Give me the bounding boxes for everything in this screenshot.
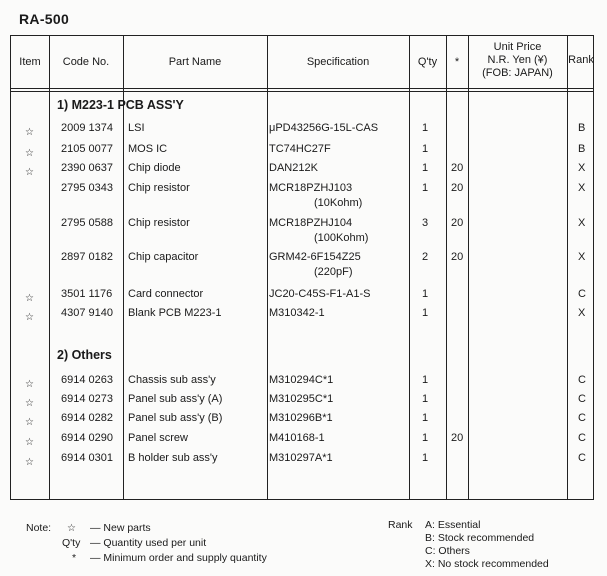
spec-cell: M310295C*1 — [269, 393, 334, 405]
code-cell: 6914 0290 — [61, 432, 113, 444]
code-cell: 3501 1176 — [61, 288, 113, 300]
name-cell: Chassis sub ass'y — [128, 374, 216, 386]
header-part-name: Part Name — [168, 56, 222, 68]
rank-cell: C — [578, 374, 586, 386]
header-rule-2 — [11, 91, 593, 92]
name-cell: Chip resistor — [128, 217, 190, 229]
rank-cell: X — [578, 307, 586, 319]
spec-cell: μPD43256G-15L-CAS — [269, 122, 379, 134]
col-rule-moq — [468, 36, 469, 499]
moq-cell: 20 — [451, 162, 464, 174]
moq-cell: 20 — [451, 182, 464, 194]
new-part-star-icon: ☆ — [25, 417, 34, 428]
qty-cell: 1 — [422, 412, 429, 424]
col-rule-qty — [446, 36, 447, 499]
rank-legend-label: Rank — [388, 519, 413, 531]
spec-cell: M410168-1 — [269, 432, 325, 444]
name-cell: MOS IC — [128, 143, 168, 155]
moq-cell: 20 — [451, 217, 464, 229]
name-cell: B holder sub ass'y — [128, 452, 218, 464]
note-moq-symbol: * — [72, 552, 77, 564]
header-code: Code No. — [62, 56, 110, 68]
section-title: 2) Others — [57, 348, 112, 362]
document-title: RA-500 — [19, 11, 70, 27]
moq-cell: 20 — [451, 251, 464, 263]
code-cell: 4307 9140 — [61, 307, 113, 319]
header-qty: Q'ty — [417, 56, 438, 68]
rank-cell: X — [578, 162, 586, 174]
spec-cell: GRM42-6F154Z25 — [269, 251, 361, 263]
spec-cell: M310294C*1 — [269, 374, 334, 386]
code-cell: 2105 0077 — [61, 143, 113, 155]
header-price-line1: Unit Price — [493, 41, 542, 53]
qty-cell: 1 — [422, 452, 429, 464]
code-cell: 6914 0282 — [61, 412, 113, 424]
spec-cell: DAN212K — [269, 162, 318, 174]
code-cell: 6914 0273 — [61, 393, 113, 405]
name-cell: Panel screw — [128, 432, 188, 444]
note-qty: — Quantity used per unit — [90, 537, 207, 549]
parts-table — [10, 35, 594, 500]
new-part-star-icon: ☆ — [25, 167, 34, 178]
rank-cell: B — [578, 122, 586, 134]
header-item: Item — [19, 56, 41, 68]
spec-value-note: (100Kohm) — [314, 232, 369, 244]
header-price-line2: N.R. Yen (¥) — [487, 54, 548, 66]
spec-cell: MCR18PZHJ103 — [269, 182, 353, 194]
rank-cell: C — [578, 452, 586, 464]
new-part-star-icon: ☆ — [25, 457, 34, 468]
code-cell: 2795 0343 — [61, 182, 113, 194]
code-cell: 6914 0301 — [61, 452, 113, 464]
new-part-star-icon: ☆ — [25, 148, 34, 159]
spec-cell: MCR18PZHJ104 — [269, 217, 353, 229]
qty-cell: 1 — [422, 288, 429, 300]
code-cell: 2795 0588 — [61, 217, 113, 229]
rank-cell: C — [578, 288, 586, 300]
name-cell: Panel sub ass'y (B) — [128, 412, 223, 424]
spec-cell: M310296B*1 — [269, 412, 333, 424]
rank-legend-c: C: Others — [425, 545, 470, 557]
code-cell: 6914 0263 — [61, 374, 113, 386]
rank-cell: X — [578, 182, 586, 194]
note-moq: — Minimum order and supply quantity — [90, 552, 267, 564]
new-part-star-icon: ☆ — [25, 293, 34, 304]
rank-cell: X — [578, 217, 586, 229]
note-qty-symbol: Q'ty — [62, 537, 81, 549]
new-part-star-icon: ☆ — [67, 523, 76, 534]
spec-value-note: (220pF) — [314, 266, 353, 278]
new-part-star-icon: ☆ — [25, 127, 34, 138]
col-rule-item — [49, 36, 50, 499]
new-part-star-icon: ☆ — [25, 312, 34, 323]
spec-cell: M310297A*1 — [269, 452, 333, 464]
moq-cell: 20 — [451, 432, 464, 444]
name-cell: Card connector — [128, 288, 204, 300]
rank-cell: X — [578, 251, 586, 263]
col-rule-spec — [409, 36, 410, 499]
qty-cell: 1 — [422, 374, 429, 386]
new-part-star-icon: ☆ — [25, 398, 34, 409]
rank-cell: C — [578, 393, 586, 405]
qty-cell: 1 — [422, 307, 429, 319]
new-part-star-icon: ☆ — [25, 379, 34, 390]
rank-legend-x: X: No stock recommended — [425, 558, 549, 570]
code-cell: 2009 1374 — [61, 122, 113, 134]
rank-cell: C — [578, 432, 586, 444]
header-unit-price — [468, 41, 567, 80]
rank-legend-a: A: Essential — [425, 519, 481, 531]
qty-cell: 1 — [422, 182, 429, 194]
header-spec: Specification — [306, 56, 370, 68]
name-cell: Panel sub ass'y (A) — [128, 393, 223, 405]
spec-cell: JC20-C45S-F1-A1-S — [269, 288, 371, 300]
section-title: 1) M223-1 PCB ASS'Y — [57, 98, 184, 112]
qty-cell: 1 — [422, 122, 429, 134]
spec-value-note: (10Kohm) — [314, 197, 363, 209]
note-label: Note: — [26, 522, 52, 534]
name-cell: Chip capacitor — [128, 251, 199, 263]
qty-cell: 2 — [422, 251, 429, 263]
qty-cell: 1 — [422, 432, 429, 444]
header-rule-1 — [11, 88, 593, 89]
name-cell: Blank PCB M223-1 — [128, 307, 222, 319]
qty-cell: 1 — [422, 393, 429, 405]
name-cell: Chip resistor — [128, 182, 190, 194]
spec-cell: TC74HC27F — [269, 143, 331, 155]
note-new-parts: — New parts — [90, 522, 151, 534]
qty-cell: 1 — [422, 143, 429, 155]
header-moq: * — [454, 56, 460, 68]
name-cell: LSI — [128, 122, 145, 134]
header-rank: Rank — [568, 54, 594, 66]
col-rule-name — [267, 36, 268, 499]
rank-cell: B — [578, 143, 586, 155]
qty-cell: 1 — [422, 162, 429, 174]
header-price-line3: (FOB: JAPAN) — [482, 67, 553, 79]
rank-legend-b: B: Stock recommended — [425, 532, 535, 544]
spec-cell: M310342-1 — [269, 307, 325, 319]
code-cell: 2390 0637 — [61, 162, 113, 174]
code-cell: 2897 0182 — [61, 251, 113, 263]
qty-cell: 3 — [422, 217, 429, 229]
name-cell: Chip diode — [128, 162, 181, 174]
new-part-star-icon: ☆ — [25, 437, 34, 448]
col-rule-price — [567, 36, 568, 499]
rank-cell: C — [578, 412, 586, 424]
